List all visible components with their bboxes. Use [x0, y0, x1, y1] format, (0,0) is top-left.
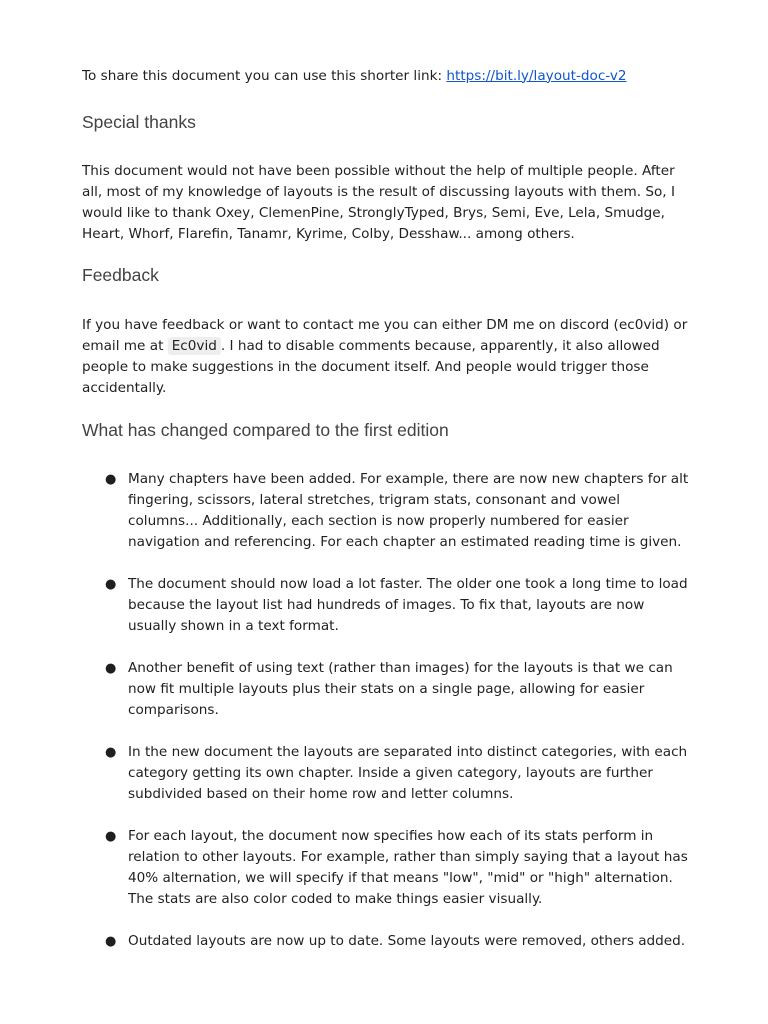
bullet-icon: ●: [105, 934, 117, 949]
short-link[interactable]: https://bit.ly/layout-doc-v2: [446, 67, 627, 84]
share-paragraph: [82, 66, 692, 87]
bullet-icon: ●: [105, 577, 117, 592]
list-item: [82, 931, 694, 952]
heading-special-thanks: Special thanks: [82, 112, 196, 132]
heading-feedback: Feedback: [82, 265, 159, 285]
list-item: [82, 574, 694, 637]
list-item-text: Another benefit of using text (rather than images) for the layouts is that we can now fit multiple layouts plus their stats on a single page, allowing for easier comparisons.: [128, 660, 673, 718]
heading-changes: What has changed compared to the first edition: [82, 420, 449, 440]
list-item: [82, 826, 694, 910]
changes-list: [82, 469, 694, 973]
bullet-icon: ●: [105, 745, 117, 760]
thanks-paragraph: This document would not have been possible without the help of multiple people. After all, most of my knowledge of layouts is the result of discussing layouts with them. So, I would like to thank Oxey, ClemenPine, StronglyTyped, Brys, Semi, Eve, Lela, Smudge, Heart, Whorf, Flarefin, Tanamr, Kyrime, Colby, Desshaw... among others.: [82, 163, 675, 242]
list-item: [82, 469, 694, 553]
feedback-paragraph: [82, 315, 694, 399]
list-item-text: In the new document the layouts are separated into distinct categories, with each category getting its own chapter. Inside a given category, layouts are further subdivided based on their home row and letter columns.: [128, 744, 688, 802]
bullet-icon: ●: [105, 472, 117, 487]
list-item-text: For each layout, the document now specifies how each of its stats perform in relation to other layouts. For example, rather than simply saying that a layout has 40% alternation, we will specify if that means "low", "mid" or "high" alternation. The stats are also color coded to make things easier visually.: [128, 828, 688, 907]
list-item: [82, 658, 694, 721]
share-text: To share this document you can use this shorter link:: [82, 67, 447, 84]
list-item-text: Many chapters have been added. For example, there are now new chapters for alt fingering, scissors, lateral stretches, trigram stats, consonant and vowel columns... Additionally, each section is now properly numbered for easier navigation and referencing. For each chapter an estimated reading time is given.: [128, 471, 689, 550]
list-item-text: The document should now load a lot faster. The older one took a long time to load because the layout list had hundreds of images. To fix that, layouts are now usually shown in a text format.: [128, 576, 688, 634]
bullet-icon: ●: [105, 661, 117, 676]
contact-chip[interactable]: Ec0vid: [168, 337, 221, 355]
feedback-text-after: . I had to disable comments because, apparently, it also allowed people to make suggestions in the document itself. And people would trigger those accidentally.: [82, 338, 660, 396]
bullet-icon: ●: [105, 829, 117, 844]
list-item: [82, 742, 694, 805]
list-item-text: Outdated layouts are now up to date. Some layouts were removed, others added.: [128, 933, 686, 949]
feedback-text-before: If you have feedback or want to contact me you can either DM me on discord (ec0vid) or email me at: [82, 317, 688, 354]
